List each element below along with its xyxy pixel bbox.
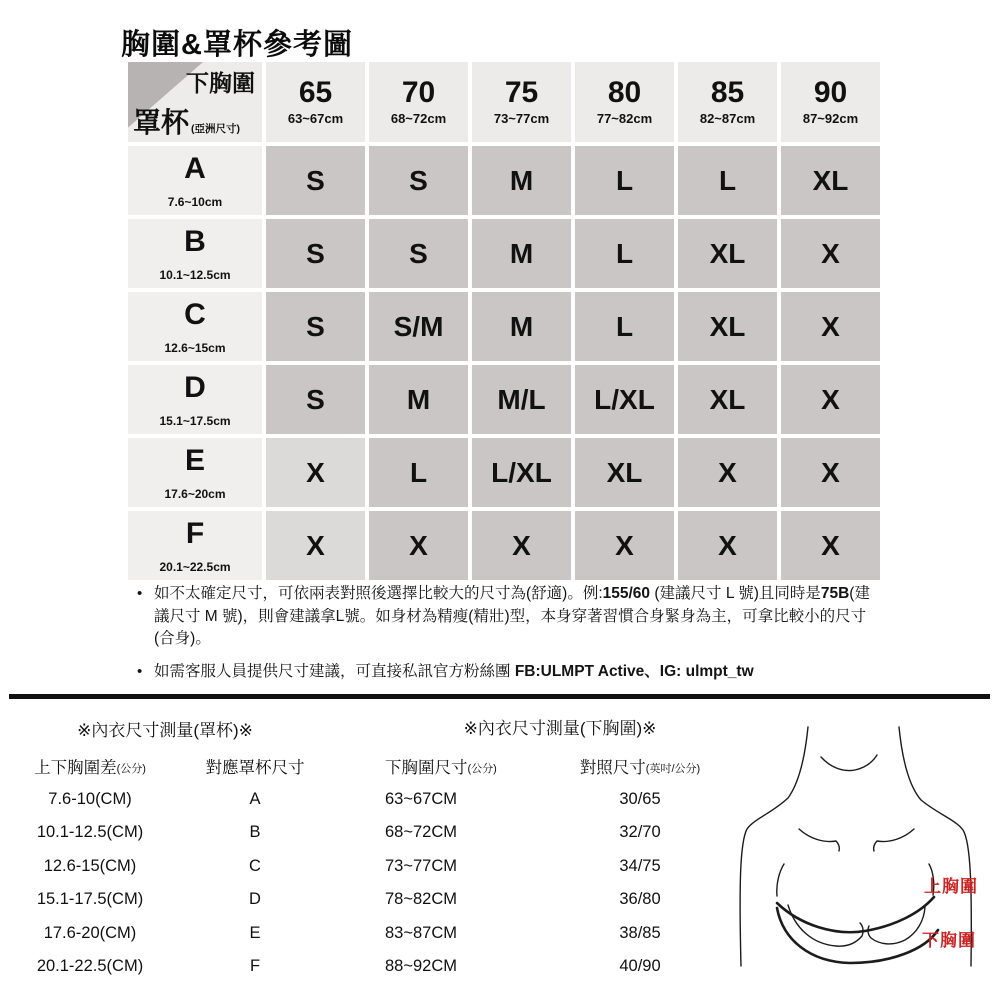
size-value-cell: XL xyxy=(575,438,674,507)
size-chart-grid xyxy=(128,62,880,580)
size-value-cell: S/M xyxy=(369,292,468,361)
cup-letter: D xyxy=(184,371,206,404)
size-value-cell: X xyxy=(472,511,571,580)
band-size-range: 68~72cm xyxy=(390,111,447,126)
left-collarbone-line xyxy=(799,829,839,851)
note-segment: 如需客服人員提供尺寸建議，可直接私訊官方粉絲團 xyxy=(154,662,515,680)
measure-cell: 83~87CM xyxy=(385,923,458,942)
cup-range: 7.6~10cm xyxy=(167,195,223,209)
size-value-cell: XL xyxy=(678,292,777,361)
cup-letter: A xyxy=(184,152,206,185)
size-value-cell: L/XL xyxy=(575,365,674,434)
band-size-value: 85 xyxy=(710,76,745,109)
measure-cell: 78~82CM xyxy=(385,890,458,909)
size-value-cell: M/L xyxy=(472,365,571,434)
note-segment: (建議尺寸 L 號)且同時是 xyxy=(650,585,821,602)
torso-measurement-diagram xyxy=(715,712,990,1000)
band-size-value: 90 xyxy=(813,76,848,109)
measure-cell: 32/70 xyxy=(619,823,661,842)
band-header-cell xyxy=(266,62,365,142)
note-segment: 155/60 xyxy=(602,585,651,602)
size-value-cell: X xyxy=(369,511,468,580)
cup-letter: E xyxy=(184,444,205,477)
cup-measure-col1-header-text: 上下胸圍差 xyxy=(34,758,117,777)
size-value-cell: S xyxy=(266,365,365,434)
measure-cell: 15.1-17.5(CM) xyxy=(36,890,144,909)
measure-cell: B xyxy=(249,823,261,842)
measure-cell: 40/90 xyxy=(619,957,661,976)
measure-cell: 68~72CM xyxy=(385,823,458,842)
band-header-cell xyxy=(781,62,880,142)
size-value-cell: M xyxy=(472,292,571,361)
measure-cell: 30/65 xyxy=(619,789,661,808)
size-value-cell: X xyxy=(678,511,777,580)
measure-cell: 38/85 xyxy=(619,923,661,942)
note-bullet: • xyxy=(137,585,143,602)
band-header-cell xyxy=(369,62,468,142)
cup-axis-sublabel: (亞洲尺寸) xyxy=(191,123,241,135)
band-size-value: 80 xyxy=(607,76,642,109)
underbust-measure-table xyxy=(385,749,735,984)
cup-measure-table-title: ※內衣尺寸測量(罩杯)※ xyxy=(77,721,253,740)
measure-cell: 20.1-22.5(CM) xyxy=(36,957,144,976)
torso-left-outline xyxy=(740,727,808,966)
note-text xyxy=(154,661,754,684)
cup-label-cell xyxy=(128,219,262,288)
size-value-cell: S xyxy=(266,219,365,288)
size-value-cell: S xyxy=(266,146,365,215)
underbust-axis-label: 下胸圍 xyxy=(186,70,255,96)
cup-range: 17.6~20cm xyxy=(164,487,226,501)
size-value-cell: X xyxy=(781,219,880,288)
cup-letter: B xyxy=(184,225,206,258)
cup-label-cell xyxy=(128,292,262,361)
size-chart-corner-cell xyxy=(128,62,262,142)
size-value-cell: M xyxy=(472,146,571,215)
note-bullet: • xyxy=(137,662,143,680)
size-value-cell: L xyxy=(575,146,674,215)
measure-cell: 88~92CM xyxy=(385,957,458,976)
size-value-cell: L xyxy=(369,438,468,507)
measure-cell: 34/75 xyxy=(619,856,661,875)
measure-cell: 7.6-10(CM) xyxy=(48,789,132,808)
underbust-measure-col2-header xyxy=(545,749,735,783)
size-value-cell: L xyxy=(678,146,777,215)
band-size-range: 87~92cm xyxy=(802,111,859,126)
note-item xyxy=(137,661,874,684)
measure-cell: A xyxy=(249,789,261,808)
size-value-cell: M xyxy=(472,219,571,288)
cup-measure-table xyxy=(0,749,330,984)
band-size-value: 75 xyxy=(504,76,539,109)
page-title: 胸圍&罩杯參考圖 xyxy=(121,29,353,61)
upper-bust-label: 上胸圍 xyxy=(924,877,978,896)
cup-range: 12.6~15cm xyxy=(164,341,226,355)
upper-bust-band-line xyxy=(777,897,934,932)
notes-list xyxy=(137,583,874,693)
cup-measure-col1-header-unit: (公分) xyxy=(116,762,146,775)
note-segment: FB:ULMPT Active、IG: ulmpt_tw xyxy=(514,662,754,680)
band-header-cell xyxy=(678,62,777,142)
measure-cell: 63~67CM xyxy=(385,789,458,808)
size-value-cell: S xyxy=(266,292,365,361)
size-value-cell: S xyxy=(369,219,468,288)
size-value-cell: XL xyxy=(678,219,777,288)
right-collarbone-line xyxy=(874,829,914,851)
size-value-cell: S xyxy=(369,146,468,215)
size-value-cell: XL xyxy=(781,146,880,215)
band-header-cell xyxy=(575,62,674,142)
left-breast-curve xyxy=(788,905,863,946)
size-value-cell: X xyxy=(266,438,365,507)
section-divider xyxy=(9,694,990,699)
under-bust-band-line xyxy=(777,908,938,963)
under-bust-label: 下胸圍 xyxy=(922,931,976,950)
size-value-cell: X xyxy=(781,365,880,434)
band-size-value: 70 xyxy=(401,76,436,109)
size-value-cell: L/XL xyxy=(472,438,571,507)
size-value-cell: X xyxy=(266,511,365,580)
cup-axis-label xyxy=(133,109,240,137)
chin-line xyxy=(821,755,877,771)
cup-axis-label-text: 罩杯 xyxy=(133,107,190,138)
cup-measure-col1-header xyxy=(0,749,180,783)
size-value-cell: X xyxy=(781,292,880,361)
cup-range: 10.1~12.5cm xyxy=(159,268,231,282)
underbust-measure-table-title: ※內衣尺寸測量(下胸圍)※ xyxy=(463,719,657,738)
size-value-cell: X xyxy=(781,511,880,580)
cup-measure-col2-header-text: 對應罩杯尺寸 xyxy=(205,758,305,777)
cup-range: 15.1~17.5cm xyxy=(159,414,231,428)
underbust-measure-col1-header xyxy=(385,749,545,783)
left-breast-notch xyxy=(777,864,784,896)
cup-label-cell xyxy=(128,146,262,215)
size-value-cell: X xyxy=(575,511,674,580)
band-size-range: 63~67cm xyxy=(287,111,344,126)
measure-cell: D xyxy=(249,890,261,909)
underbust-measure-col1-header-text: 下胸圍尺寸 xyxy=(385,758,468,777)
band-size-range: 77~82cm xyxy=(596,111,653,126)
note-segment: 75B xyxy=(820,585,850,602)
cup-letter: F xyxy=(185,517,205,550)
note-item xyxy=(137,583,874,651)
measure-cell: 36/80 xyxy=(619,890,661,909)
measure-cell: 12.6-15(CM) xyxy=(43,856,137,875)
band-size-range: 73~77cm xyxy=(493,111,550,126)
size-value-cell: L xyxy=(575,219,674,288)
cup-measure-col2-header xyxy=(180,749,330,783)
underbust-measure-col2-header-unit: (英吋/公分) xyxy=(645,762,701,775)
note-segment: 如不太確定尺寸，可依兩表對照後選擇比較大的尺寸為(舒適)。例: xyxy=(154,585,603,602)
measure-cell: E xyxy=(249,923,261,942)
cup-label-cell xyxy=(128,511,262,580)
measure-cell: 73~77CM xyxy=(385,856,458,875)
measure-cell: C xyxy=(249,856,261,875)
size-value-cell: X xyxy=(781,438,880,507)
size-value-cell: X xyxy=(678,438,777,507)
size-value-cell: L xyxy=(575,292,674,361)
note-segment: (建議尺寸 M 號)，則會建議拿L號。如身材為精瘦(精壯)型，本身穿著習慣合身緊身為主，可拿比較小的尺寸(合身)。 xyxy=(154,585,870,647)
cup-range: 20.1~22.5cm xyxy=(159,560,231,574)
cup-label-cell xyxy=(128,365,262,434)
measure-cell: F xyxy=(249,957,261,976)
underbust-measure-col2-header-text: 對照尺寸 xyxy=(579,758,646,777)
size-value-cell: M xyxy=(369,365,468,434)
measure-cell: 17.6-20(CM) xyxy=(43,923,137,942)
band-header-cell xyxy=(472,62,571,142)
size-value-cell: XL xyxy=(678,365,777,434)
cup-letter: C xyxy=(184,298,206,331)
cup-label-cell xyxy=(128,438,262,507)
measure-cell: 10.1-12.5(CM) xyxy=(36,823,144,842)
underbust-measure-col1-header-unit: (公分) xyxy=(467,762,497,775)
band-size-range: 82~87cm xyxy=(699,111,756,126)
note-text xyxy=(154,583,874,651)
band-size-value: 65 xyxy=(298,76,333,109)
